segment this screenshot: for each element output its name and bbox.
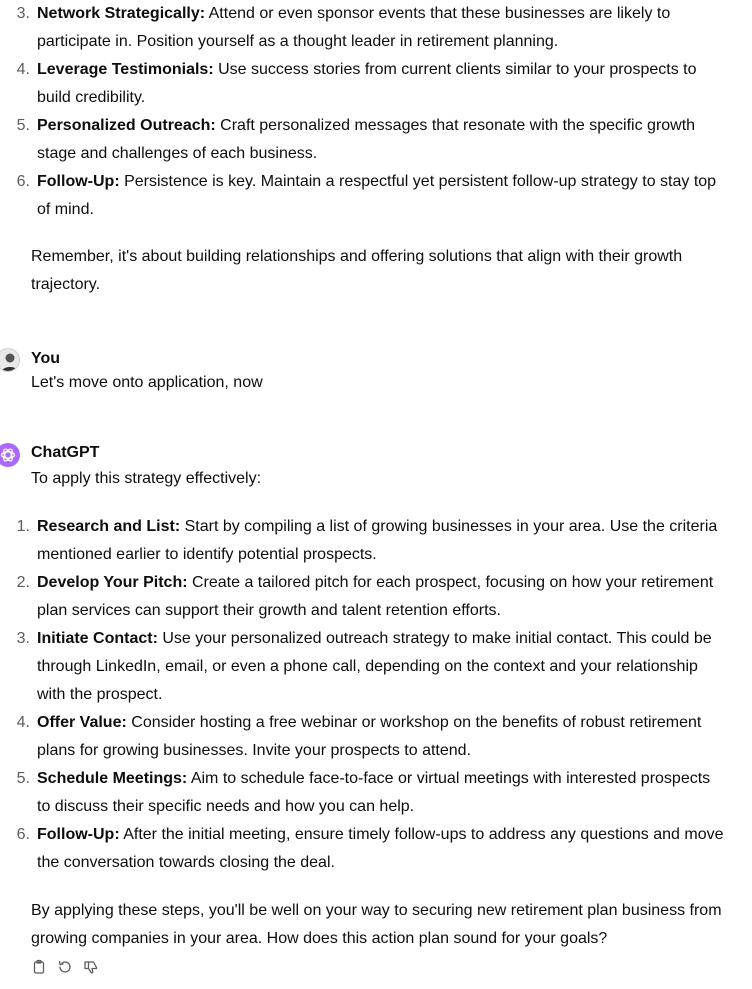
list-item-text: [37, 112, 727, 168]
list-number: 2.: [16, 574, 30, 591]
list-item-title: Follow-Up:: [37, 826, 120, 843]
list-item-title: Offer Value:: [37, 714, 127, 731]
chatgpt-avatar: [0, 443, 20, 467]
list-number: 4.: [16, 61, 30, 78]
list-item-text: [37, 709, 727, 765]
list-item-title: Research and List:: [37, 518, 181, 535]
assistant-closing-paragraph: By applying these steps, you'll be well on your way to securing new retirement plan business from growing companies in your area. How does this action plan sound for your goals?: [31, 902, 722, 947]
openai-logo-icon: [0, 443, 20, 467]
list-item-body: Craft personalized messages that resonate with the specific growth stage and challenges of each business.: [37, 117, 696, 162]
message-actions: [31, 959, 99, 975]
regenerate-icon[interactable]: [57, 959, 73, 975]
list-item-body: Consider hosting a free webinar or workshop on the benefits of robust retirement plans for growing businesses. Invite your prospects to attend.: [37, 714, 702, 759]
list-number: 5.: [16, 117, 30, 134]
list-item-body: Create a tailored pitch for each prospect, focusing on how your retirement plan services can support their growth and talent retention efforts.: [37, 574, 714, 619]
list-item-title: Network Strategically:: [37, 5, 206, 22]
list-item-text: [37, 625, 727, 709]
list-item-body: Aim to schedule face-to-face or virtual meetings with interested prospects to discuss their specific needs and how you can help.: [37, 770, 711, 815]
list-item-text: [37, 569, 727, 625]
list-item-title: Develop Your Pitch:: [37, 574, 188, 591]
list-number: 6.: [16, 173, 30, 190]
user-message-text: Let's move onto application, now: [31, 374, 263, 391]
list-item-body: Start by compiling a list of growing businesses in your area. Use the criteria mentioned earlier to identify potential prospects.: [37, 518, 718, 563]
list-item-title: Initiate Contact:: [37, 630, 158, 647]
list-item-text: [37, 56, 727, 112]
list-item-text: [37, 765, 727, 821]
user-author-name: You: [31, 350, 61, 367]
list-number: 1.: [16, 518, 30, 535]
copy-icon[interactable]: [31, 959, 47, 975]
list-item-text: [37, 168, 727, 224]
list-item-text: [37, 821, 727, 877]
user-photo-icon: [0, 349, 20, 372]
list-item-body: After the initial meeting, ensure timely follow-ups to address any questions and move the conversation towards closing the deal.: [37, 826, 724, 871]
list-item-title: Follow-Up:: [37, 173, 120, 190]
assistant-intro: To apply this strategy effectively:: [31, 470, 262, 487]
list-item-body: Use your personalized outreach strategy to make initial contact. This could be through LinkedIn, email, or even a phone call, depending on the context and your relationship with the prospect.: [37, 630, 712, 703]
list-number: 5.: [16, 770, 30, 787]
thumbs-down-icon[interactable]: [83, 959, 99, 975]
list-item-body: Use success stories from current clients similar to your prospects to build credibility.: [37, 61, 697, 106]
assistant-author-name: ChatGPT: [31, 444, 100, 461]
list-item-title: Personalized Outreach:: [37, 117, 216, 134]
list-number: 3.: [16, 630, 30, 647]
list-item-title: Schedule Meetings:: [37, 770, 188, 787]
list-item-body: Persistence is key. Maintain a respectful yet persistent follow-up strategy to stay top of mind.: [37, 173, 717, 218]
list-number: 6.: [16, 826, 30, 843]
user-avatar: [0, 348, 20, 372]
earlier-closing-paragraph: Remember, it's about building relationships and offering solutions that align with their growth trajectory.: [31, 248, 683, 293]
list-item-text: [37, 513, 727, 569]
list-number: 3.: [16, 5, 30, 22]
list-item-text: [37, 0, 727, 56]
list-number: 4.: [16, 714, 30, 731]
list-item-body: Attend or even sponsor events that these businesses are likely to participate in. Position yourself as a thought leader in retirement planning.: [37, 5, 671, 50]
list-item-title: Leverage Testimonials:: [37, 61, 214, 78]
